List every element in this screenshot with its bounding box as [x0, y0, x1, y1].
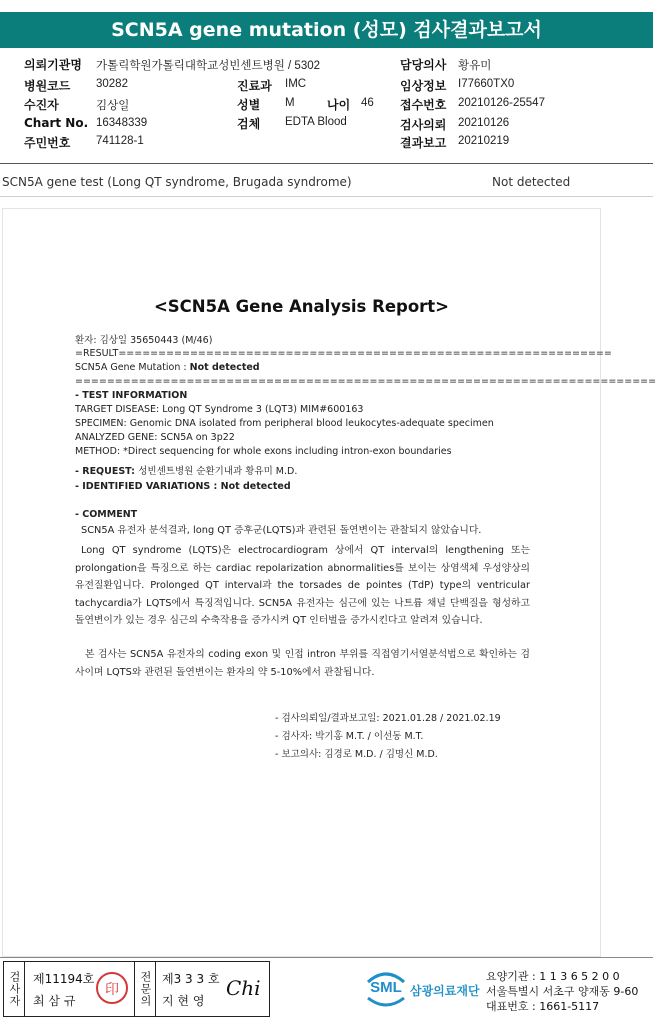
specimen-value: EDTA Blood	[285, 116, 347, 128]
inspector-number: 제11194호	[33, 972, 95, 986]
identified-value: Not detected	[220, 481, 291, 492]
doctor-value: 황유미	[458, 60, 492, 72]
report-mutation	[75, 362, 260, 373]
patient-label: 수진자	[24, 98, 59, 112]
specialist-name: 지 현 영	[162, 994, 205, 1008]
address: 서울특별시 서초구 양재동 9-60	[486, 985, 639, 998]
request-prefix: - REQUEST:	[75, 466, 139, 477]
dept-value: IMC	[285, 78, 307, 90]
report-method: METHOD: *Direct sequencing for whole exons including intron-exon boundaries	[75, 446, 452, 457]
request-label: 검사의뢰	[400, 118, 447, 132]
report-test-info: - TEST INFORMATION	[75, 390, 188, 401]
chart-label: Chart No.	[24, 116, 89, 130]
sig-doctors: - 보고의사: 김경로 M.D. / 김명신 M.D.	[275, 749, 438, 760]
comment-paragraph-1: SCN5A 유전자 분석결과, long QT 증후군(LQTS)과 관련된 돌연변이는 관찰되지 않았습니다.	[81, 525, 482, 536]
report-heading: <SCN5A Gene Analysis Report>	[153, 297, 450, 316]
doctor-label: 담당의사	[400, 58, 447, 72]
clinical-value: I77660TX0	[458, 78, 515, 90]
report-specimen: SPECIMEN: Genomic DNA isolated from peripheral blood leukocytes-adequate specimen	[75, 418, 494, 429]
test-result: Not detected	[492, 175, 571, 189]
report-request	[75, 463, 297, 477]
report-identified	[75, 481, 291, 492]
specialist-vert-text: 전문의	[139, 971, 152, 1007]
report-comment-head: - COMMENT	[75, 509, 138, 520]
inspector-name: 최 삼 규	[33, 994, 76, 1008]
report-patient: 환자: 김상일 35650443 (M/46)	[75, 335, 213, 346]
agency-code: 요양기관 : 1 1 3 6 5 2 0 0	[486, 970, 620, 983]
receipt-label: 접수번호	[400, 98, 447, 112]
request-value: 20210126	[458, 117, 510, 129]
inspector-vertical-label	[4, 962, 25, 1016]
report-document	[2, 208, 656, 957]
seal-text: 印	[105, 982, 119, 998]
signature-box	[3, 961, 270, 1017]
report-title: SCN5A gene mutation (성모) 검사결과보고서	[0, 12, 653, 48]
foundation-name: 삼광의료재단	[410, 984, 480, 998]
inspector-seal	[96, 972, 128, 1004]
specialist-number: 제3 3 3 호	[162, 972, 220, 986]
sex-value: M	[285, 97, 295, 109]
test-name: SCN5A gene test (Long QT syndrome, Brugada syndrome)	[2, 175, 352, 189]
mutation-prefix: SCN5A Gene Mutation :	[75, 362, 190, 373]
report-separator: =========================================================================	[75, 376, 656, 387]
test-divider	[0, 196, 653, 197]
id-value: 741128-1	[96, 135, 144, 147]
patient-value: 김상일	[96, 100, 130, 112]
result-label: 결과보고	[400, 136, 447, 150]
sig-dates: - 검사의뢰일/결과보고일: 2021.01.28 / 2021.02.19	[275, 713, 501, 724]
hospital-code-value: 30282	[96, 78, 128, 90]
comment-paragraph-3: 본 검사는 SCN5A 유전자의 coding exon 및 인접 intron 부위를 직접염기서열분석법으로 확인하는 검사이며 LQTS와 관련된 돌연변이는 환자의 약 5-10%에서 관찰됩니다.	[75, 649, 530, 678]
specialist-signature: Chi	[226, 976, 261, 1000]
report-target: TARGET DISEASE: Long QT Syndrome 3 (LQT3) MIM#600163	[75, 404, 364, 415]
inspector-vert-text: 검사자	[8, 971, 21, 1007]
age-value: 46	[361, 97, 374, 109]
sex-label: 성별	[237, 98, 261, 112]
hospital-code-label: 병원코드	[24, 79, 71, 93]
request-value-text: 성빈센트병원 순환기내과 황유미 M.D.	[138, 466, 298, 477]
mutation-value: Not detected	[189, 362, 260, 373]
report-analyzed: ANALYZED GENE: SCN5A on 3p22	[75, 432, 235, 443]
sml-logo	[364, 968, 408, 1008]
identified-prefix: - IDENTIFIED VARIATIONS :	[75, 481, 221, 492]
chart-value: 16348339	[96, 117, 148, 129]
comment-paragraph-2: Long QT syndrome (LQTS)은 electrocardiogram 상에서 QT interval의 lengthening 또는 prolongation을 특징으로 하는 cardiac repolarization abnormalities를 보이는 상염색체 우성양상의 유전질환입니다. Prolonged QT interval과 the torsades de pointes (TdP) type의 ventricular tachycardia가 LQTS에서 특징적입니다. SCN5A 유전자는 심근에 있는 나트륨 채널 단백질을 형성하고 돌연변이가 있는 경우 심근의 수축작용을 증가시켜 QT 인터벌을 증가시킨다고 알려져 있습니다.	[75, 545, 530, 626]
report-result-line: =RESULT==============================================================	[75, 348, 612, 359]
id-label: 주민번호	[24, 136, 71, 150]
phone: 대표번호 : 1661-5117	[486, 1000, 600, 1013]
header-divider	[0, 163, 653, 164]
specialist-vertical-label	[134, 962, 156, 1016]
clinical-label: 임상정보	[400, 79, 447, 93]
result-value: 20210219	[458, 135, 510, 147]
receipt-value: 20210126-25547	[458, 97, 545, 109]
institution-label: 의뢰기관명	[24, 58, 82, 72]
logo-text: SML	[370, 979, 402, 996]
specimen-label: 검체	[237, 117, 261, 131]
footer-divider	[0, 957, 653, 958]
sig-technicians: - 검사자: 박기홍 M.T. / 이선동 M.T.	[275, 731, 424, 742]
age-label: 나이	[327, 98, 351, 112]
dept-label: 진료과	[237, 79, 272, 93]
institution-value: 가톨릭학원가톨릭대학교성빈센트병원 / 5302	[96, 60, 321, 72]
